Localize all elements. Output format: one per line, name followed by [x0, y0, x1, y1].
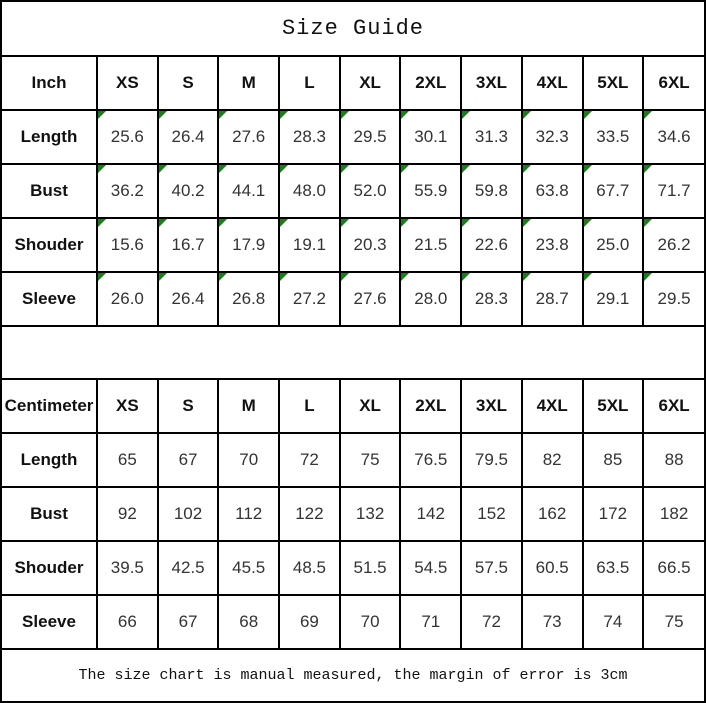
value-cell: 40.2: [158, 164, 219, 218]
value-cell: 44.1: [218, 164, 279, 218]
unit-label-cell: Centimeter: [2, 380, 97, 433]
value-cell: 32.3: [522, 110, 583, 164]
value-cell: 34.6: [643, 110, 704, 164]
unit-label-cell: Inch: [2, 57, 97, 110]
value-cell: 42.5: [158, 541, 219, 595]
value-cell: 22.6: [461, 218, 522, 272]
cell-corner-marker-icon: [341, 111, 349, 119]
value-cell: 182: [643, 487, 704, 541]
row-label-cell: Sleeve: [2, 595, 97, 649]
centimeter-table: [2, 380, 704, 650]
value-cell: 39.5: [97, 541, 158, 595]
value-cell: 26.8: [218, 272, 279, 326]
value-cell: 75: [643, 595, 704, 649]
size-header-cell: XL: [340, 57, 401, 110]
value-cell: 172: [583, 487, 644, 541]
value-cell: 70: [218, 433, 279, 487]
size-header-cell: 2XL: [400, 380, 461, 433]
value-cell: 26.4: [158, 110, 219, 164]
value-cell: 65: [97, 433, 158, 487]
cell-corner-marker-icon: [584, 165, 592, 173]
page-title: Size Guide: [2, 2, 704, 57]
cell-corner-marker-icon: [401, 219, 409, 227]
cell-corner-marker-icon: [462, 219, 470, 227]
value-cell: 21.5: [400, 218, 461, 272]
footer-note: The size chart is manual measured, the margin of error is 3cm: [78, 667, 628, 684]
cell-corner-marker-icon: [644, 165, 652, 173]
value-cell: 29.5: [340, 110, 401, 164]
value-cell: 57.5: [461, 541, 522, 595]
value-cell: 60.5: [522, 541, 583, 595]
value-cell: 25.0: [583, 218, 644, 272]
cell-corner-marker-icon: [159, 111, 167, 119]
value-cell: 122: [279, 487, 340, 541]
cell-corner-marker-icon: [644, 219, 652, 227]
value-cell: 68: [218, 595, 279, 649]
size-header-cell: 5XL: [583, 380, 644, 433]
cell-corner-marker-icon: [159, 165, 167, 173]
value-cell: 52.0: [340, 164, 401, 218]
value-cell: 74: [583, 595, 644, 649]
cell-corner-marker-icon: [523, 111, 531, 119]
value-cell: 70: [340, 595, 401, 649]
value-cell: 152: [461, 487, 522, 541]
size-header-cell: 6XL: [643, 57, 704, 110]
value-cell: 29.1: [583, 272, 644, 326]
value-cell: 142: [400, 487, 461, 541]
row-label-cell: Bust: [2, 164, 97, 218]
value-cell: 33.5: [583, 110, 644, 164]
value-cell: 20.3: [340, 218, 401, 272]
size-header-cell: L: [279, 57, 340, 110]
size-header-cell: XL: [340, 380, 401, 433]
table-row: [2, 433, 704, 487]
value-cell: 55.9: [400, 164, 461, 218]
value-cell: 51.5: [340, 541, 401, 595]
cell-corner-marker-icon: [401, 165, 409, 173]
value-cell: 26.2: [643, 218, 704, 272]
cell-corner-marker-icon: [401, 273, 409, 281]
cell-corner-marker-icon: [462, 273, 470, 281]
cell-corner-marker-icon: [341, 219, 349, 227]
row-label-cell: Shouder: [2, 541, 97, 595]
value-cell: 27.2: [279, 272, 340, 326]
value-cell: 112: [218, 487, 279, 541]
cell-corner-marker-icon: [219, 111, 227, 119]
size-header-cell: XS: [97, 380, 158, 433]
cell-corner-marker-icon: [219, 165, 227, 173]
value-cell: 17.9: [218, 218, 279, 272]
size-header-cell: M: [218, 57, 279, 110]
value-cell: 59.8: [461, 164, 522, 218]
value-cell: 88: [643, 433, 704, 487]
value-cell: 36.2: [97, 164, 158, 218]
value-cell: 72: [461, 595, 522, 649]
value-cell: 66: [97, 595, 158, 649]
value-cell: 132: [340, 487, 401, 541]
cell-corner-marker-icon: [219, 219, 227, 227]
value-cell: 26.0: [97, 272, 158, 326]
value-cell: 29.5: [643, 272, 704, 326]
cell-corner-marker-icon: [584, 219, 592, 227]
inch-table: [2, 57, 704, 327]
table-row: [2, 272, 704, 326]
size-header-cell: 2XL: [400, 57, 461, 110]
value-cell: 69: [279, 595, 340, 649]
size-header-cell: S: [158, 380, 219, 433]
value-cell: 23.8: [522, 218, 583, 272]
cell-corner-marker-icon: [644, 273, 652, 281]
value-cell: 73: [522, 595, 583, 649]
value-cell: 72: [279, 433, 340, 487]
table-row: [2, 218, 704, 272]
row-label-cell: Shouder: [2, 218, 97, 272]
value-cell: 79.5: [461, 433, 522, 487]
header-row: [2, 57, 704, 110]
cell-corner-marker-icon: [462, 111, 470, 119]
cell-corner-marker-icon: [98, 111, 106, 119]
value-cell: 82: [522, 433, 583, 487]
header-row: [2, 380, 704, 433]
cell-corner-marker-icon: [462, 165, 470, 173]
value-cell: 48.5: [279, 541, 340, 595]
value-cell: 16.7: [158, 218, 219, 272]
cell-corner-marker-icon: [280, 273, 288, 281]
value-cell: 66.5: [643, 541, 704, 595]
value-cell: 76.5: [400, 433, 461, 487]
value-cell: 85: [583, 433, 644, 487]
cell-corner-marker-icon: [280, 165, 288, 173]
value-cell: 27.6: [218, 110, 279, 164]
value-cell: 75: [340, 433, 401, 487]
size-header-cell: 6XL: [643, 380, 704, 433]
table-row: [2, 110, 704, 164]
table-row: [2, 164, 704, 218]
cell-corner-marker-icon: [219, 273, 227, 281]
cell-corner-marker-icon: [341, 165, 349, 173]
value-cell: 28.3: [279, 110, 340, 164]
cell-corner-marker-icon: [523, 273, 531, 281]
cell-corner-marker-icon: [98, 273, 106, 281]
table-row: [2, 487, 704, 541]
table-row: [2, 541, 704, 595]
value-cell: 162: [522, 487, 583, 541]
cell-corner-marker-icon: [98, 165, 106, 173]
value-cell: 67: [158, 433, 219, 487]
value-cell: 102: [158, 487, 219, 541]
size-header-cell: 5XL: [583, 57, 644, 110]
value-cell: 63.5: [583, 541, 644, 595]
cell-corner-marker-icon: [584, 111, 592, 119]
value-cell: 26.4: [158, 272, 219, 326]
cell-corner-marker-icon: [98, 219, 106, 227]
row-label-cell: Length: [2, 110, 97, 164]
value-cell: 30.1: [400, 110, 461, 164]
cell-corner-marker-icon: [644, 111, 652, 119]
value-cell: 63.8: [522, 164, 583, 218]
cell-corner-marker-icon: [523, 165, 531, 173]
cell-corner-marker-icon: [341, 273, 349, 281]
value-cell: 31.3: [461, 110, 522, 164]
table-gap: [2, 327, 704, 380]
size-header-cell: XS: [97, 57, 158, 110]
value-cell: 67: [158, 595, 219, 649]
value-cell: 71: [400, 595, 461, 649]
size-header-cell: 4XL: [522, 57, 583, 110]
value-cell: 25.6: [97, 110, 158, 164]
table-row: [2, 595, 704, 649]
size-header-cell: 4XL: [522, 380, 583, 433]
value-cell: 45.5: [218, 541, 279, 595]
value-cell: 19.1: [279, 218, 340, 272]
value-cell: 27.6: [340, 272, 401, 326]
value-cell: 71.7: [643, 164, 704, 218]
cell-corner-marker-icon: [159, 219, 167, 227]
row-label-cell: Bust: [2, 487, 97, 541]
cell-corner-marker-icon: [159, 273, 167, 281]
row-label-cell: Sleeve: [2, 272, 97, 326]
cell-corner-marker-icon: [401, 111, 409, 119]
value-cell: 28.3: [461, 272, 522, 326]
value-cell: 48.0: [279, 164, 340, 218]
value-cell: 28.7: [522, 272, 583, 326]
size-header-cell: 3XL: [461, 380, 522, 433]
value-cell: 92: [97, 487, 158, 541]
cell-corner-marker-icon: [584, 273, 592, 281]
value-cell: 67.7: [583, 164, 644, 218]
value-cell: 15.6: [97, 218, 158, 272]
size-header-cell: 3XL: [461, 57, 522, 110]
row-label-cell: Length: [2, 433, 97, 487]
cell-corner-marker-icon: [280, 111, 288, 119]
cell-corner-marker-icon: [523, 219, 531, 227]
cell-corner-marker-icon: [280, 219, 288, 227]
value-cell: 54.5: [400, 541, 461, 595]
size-header-cell: S: [158, 57, 219, 110]
size-header-cell: L: [279, 380, 340, 433]
value-cell: 28.0: [400, 272, 461, 326]
size-header-cell: M: [218, 380, 279, 433]
